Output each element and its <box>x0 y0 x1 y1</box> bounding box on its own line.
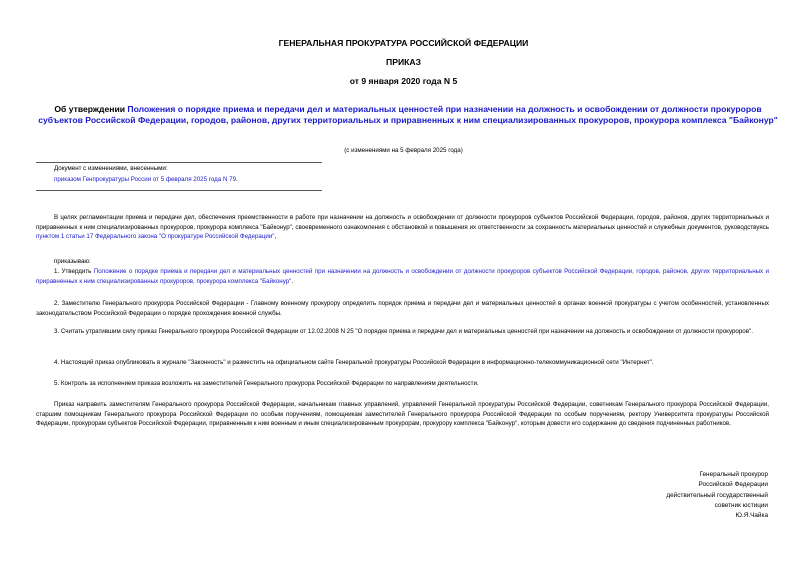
federal-law-link[interactable]: пунктом 1 статьи 17 Федерального закона "О прокуратуре Российской Федерации" <box>36 233 275 241</box>
preamble-paragraph: В целях регламентации приема и передачи дел, обеспечения преемственности в работе при назначении на должность и освобождении от должности прокуроров субъектов Российской Федерации, городов, районов, других территориальных и приравненных к ним специализированных прокуроров, прокурора комплекса "Байконур", своевременного ознакомления с обстановкой и повышения их ответственности за сохранность материальных ценностей и служебных документов, руководствуясь пунктом 1 статьи 17 Федерального закона "О прокуратуре Российской Федерации", <box>36 214 769 241</box>
regulation-link[interactable]: Положение о порядке приема и передачи дел и материальных ценностей при назначении на должность и освобождении от должности прокуроров субъектов Российской Федерации, городов, районов, других территориальных и приравненных к ним специализированных прокуроров, прокурора комплекса "Байконур" <box>36 268 769 285</box>
signature-position: Генеральный прокурор <box>699 471 768 478</box>
paragraph-5: 5. Контроль за исполнением приказа возложить на заместителей Генерального прокурора Российской Федерации по направлениям деятельности. <box>54 380 479 387</box>
amendments-top-rule <box>36 162 322 163</box>
document-type: ПРИКАЗ <box>386 57 421 67</box>
signature-organization: Российской Федерации <box>698 481 768 489</box>
amendments-label: Документ с изменениями, внесенными: <box>54 165 168 172</box>
signature-name: Ю.Я.Чайка <box>735 512 768 520</box>
paragraph-6: Приказ направить заместителям Генерального прокурора Российской Федерации, начальникам главных управлений, управлений Генеральной прокуратуры Российской Федерации, советникам Генерального прокурора Российской Федерации, старшим помощникам Генерального прокурора Российской Федерации по особым поручениям, помощникам заместителей Генерального прокурора Российской Федерации по особым поручениям, ректору Университета прокуратуры Российской Федерации, прокурорам субъектов Российской Федерации, приравненным к ним военным и иным специализированным прокурорам, прокурору комплекса "Байконур", которым довести его содержание до сведения подчиненных работников. <box>36 401 769 428</box>
document-date-number: от 9 января 2020 года N 5 <box>349 76 458 86</box>
paragraph-4: 4. Настоящий приказ опубликовать в журнале "Законность" и разместить на официальном сайте Генеральной прокуратуры Российской Федерации в информационно-телекоммуникационной сети "Интернет". <box>54 359 654 366</box>
amendment-order-link[interactable]: приказом Генпрокуратуры России от 5 февраля 2025 года N 79 <box>54 176 237 183</box>
issuing-office: ГЕНЕРАЛЬНАЯ ПРОКУРАТУРА РОССИЙСКОЙ ФЕДЕРАЦИИ <box>278 38 529 48</box>
title-regulation-link[interactable]: Положения о порядке приема и передачи дел и материальных ценностей при назначении на должность и освобождении от должности прокуроров субъектов Российской Федерации, городов, районов, других территориальных и приравненных к ним специализированных прокуроров, прокурора комплекса "Байконур" <box>38 104 778 125</box>
signature-block <box>600 470 768 521</box>
paragraph-2: 2. Заместителю Генерального прокурора Российской Федерации - Главному военному прокурору определить порядок приема и передачи дел и материальных ценностей в органах военной прокуратуры с учетом особенностей, установленных законодательством Российской Федерации о порядке прохождения военной службы. <box>36 300 769 317</box>
order-word: приказываю: <box>54 258 91 265</box>
amendments-bottom-rule <box>36 190 322 191</box>
signature-rank-2: советник юстиции <box>714 501 768 509</box>
document-title <box>38 104 778 126</box>
title-prefix: Об утверждении <box>54 104 128 114</box>
signature-rank: действительный государственный <box>666 491 768 499</box>
paragraph-1: 1. Утвердить Положение о порядке приема и передачи дел и материальных ценностей при назначении на должность и освобождении от должности прокуроров субъектов Российской Федерации, городов, районов, других территориальных и приравненных к ним специализированных прокуроров, прокурора комплекса "Байконур". <box>36 268 769 285</box>
revision-note: (с изменениями на 5 февраля 2025 года) <box>344 147 463 154</box>
amendments-entry: приказом Генпрокуратуры России от 5 февраля 2025 года N 79. <box>54 176 238 183</box>
paragraph-3: 3. Считать утратившим силу приказ Генерального прокурора Российской Федерации от 12.02.2008 N 25 "О порядке приема и передачи дел и материальных ценностей при назначении на должность и освобождении от должности прокуроров". <box>54 328 753 335</box>
